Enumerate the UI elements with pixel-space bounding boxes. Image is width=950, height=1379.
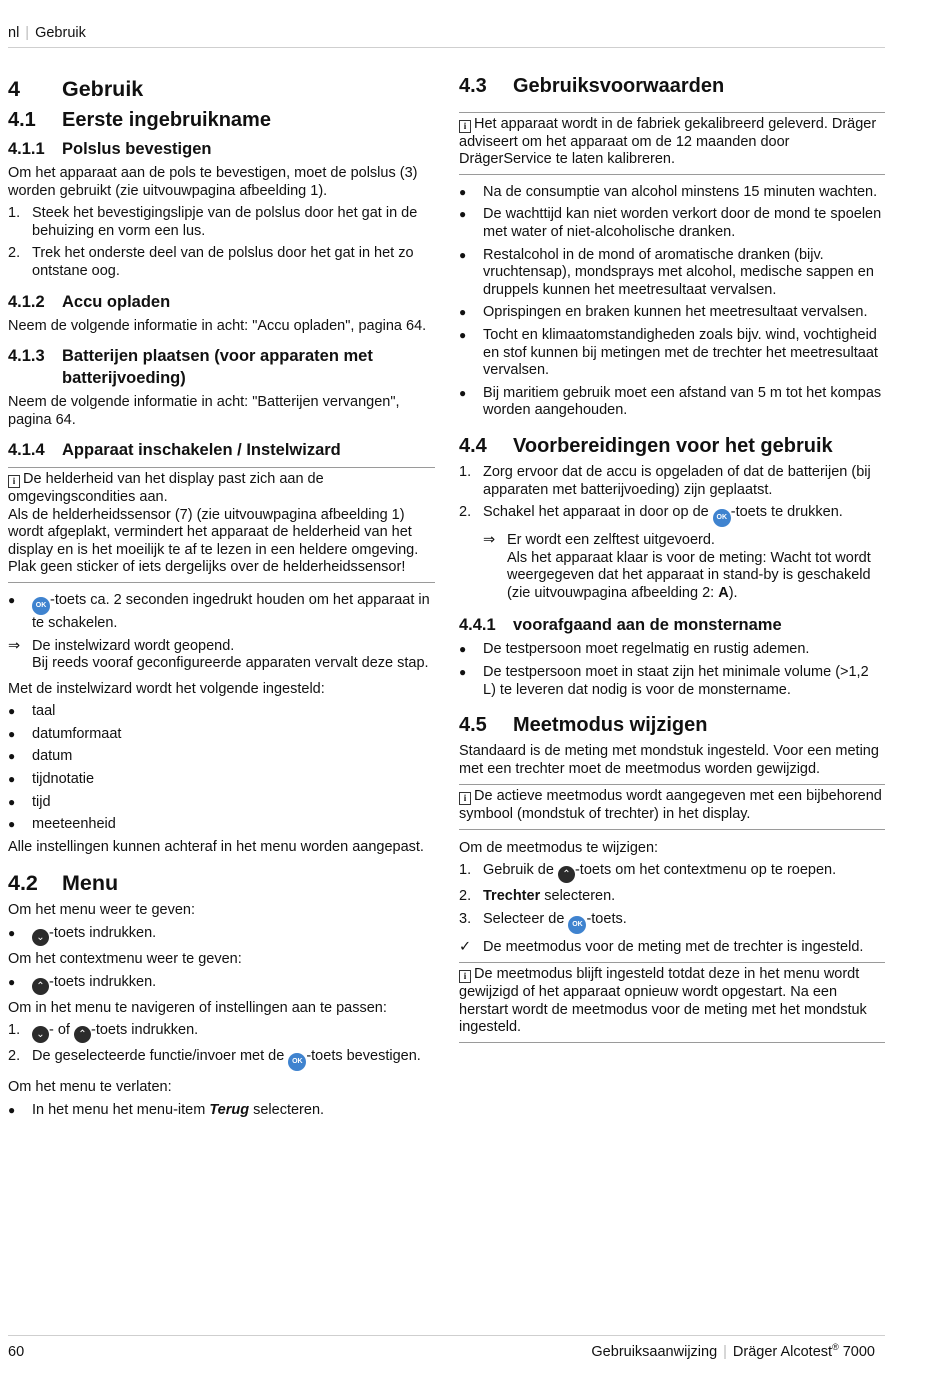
list-item: [459, 641, 885, 659]
list-item: [8, 205, 435, 240]
heading-title: Voorbereidingen voor het gebruik: [513, 434, 833, 457]
bullet-icon: ●: [8, 749, 16, 764]
heading-number: 4.5: [459, 714, 487, 737]
list-item-text: Steek het bevestigingslipje van de polslus door het gat in de behuizing en vorm een lus.: [32, 205, 418, 239]
info-note: [8, 467, 435, 583]
list-item-text: -toets bevestigen.: [306, 1048, 421, 1065]
list-item: [8, 592, 435, 633]
bullet-icon: ●: [459, 642, 467, 657]
list-item-text: De geselecteerde functie/invoer met de: [32, 1048, 285, 1065]
bullet-icon: ●: [8, 1102, 16, 1117]
heading-4-1-1: [8, 138, 435, 160]
ok-key-icon: OK: [713, 509, 731, 527]
list-item: [459, 304, 885, 322]
list-item-text: Selecteer de: [483, 910, 565, 927]
steps-list: [8, 205, 435, 280]
conditions-list: [459, 184, 885, 420]
heading-title: voorafgaand aan de monstername: [513, 616, 782, 635]
list-item-text: -toets indrukken.: [49, 925, 157, 942]
bullet-icon: ●: [8, 726, 16, 741]
footer-product: Dräger Alcotest: [732, 1344, 833, 1360]
list-item-text: De wachttijd kan niet worden verkort door de mond te spoelen met water of niet-alcoholische dranken.: [483, 206, 882, 240]
step-number: 1.: [459, 862, 472, 879]
list-item-text: De meetmodus voor de meting met de trechter is ingesteld.: [483, 938, 864, 955]
heading-4-4: [459, 434, 885, 458]
list-item-text: taal: [32, 703, 56, 720]
list-item: [8, 816, 435, 834]
paragraph: Neem de volgende informatie in acht: "Accu opladen", pagina 64.: [8, 317, 427, 334]
down-key-icon: ⌄: [32, 1026, 49, 1043]
footer-doc-label: Gebruiksaanwijzing: [591, 1344, 718, 1360]
right-column: [459, 72, 885, 1052]
list-item-text: Oprispingen en braken kunnen het meetresultaat vervalsen.: [483, 304, 868, 321]
result-text: ).: [728, 584, 738, 601]
heading-4-1-2: [8, 291, 435, 313]
heading-4-4-1: [459, 614, 885, 636]
requirements-list: [459, 641, 885, 699]
result-text: Als het apparaat klaar is voor de meting: Wacht tot wordt weergegeven dat het apparaat in stand-by is geschakeld (zie uitvouwpagina afbeelding 2:: [507, 549, 871, 601]
paragraph: Om het menu weer te geven:: [8, 902, 195, 919]
list-item: [459, 327, 885, 380]
info-note: [459, 962, 885, 1042]
action-list: [8, 1102, 435, 1120]
heading-title: Eerste ingebruikname: [62, 109, 271, 131]
result-item: [8, 638, 435, 673]
result-arrow-icon: ⇒: [8, 637, 21, 654]
heading-number: 4.1.2: [8, 292, 45, 311]
footer-doc-title: [591, 1344, 875, 1362]
list-item-text: Gebruik de: [483, 862, 554, 879]
list-item: [8, 726, 435, 744]
list-item: [8, 925, 435, 946]
heading-number: 4.4: [459, 434, 487, 457]
steps-list: [459, 464, 885, 527]
ok-key-icon: OK: [568, 916, 586, 934]
page-number: 60: [8, 1344, 25, 1360]
action-list: [8, 925, 435, 946]
list-item-text: tijd: [32, 793, 51, 810]
list-item-text: -toets ca. 2 seconden ingedrukt houden om het apparaat in te schakelen.: [32, 591, 430, 631]
list-item-text: De testpersoon moet regelmatig en rustig ademen.: [483, 641, 810, 658]
list-item-text: -toets om het contextmenu op te roepen.: [574, 862, 837, 879]
step-number: 1.: [459, 463, 472, 480]
note-text: Plak geen sticker of iets dergelijks over de helderheidssensor!: [8, 559, 406, 576]
bullet-icon: ●: [8, 592, 16, 607]
list-item-text: In het menu het menu-item: [32, 1101, 206, 1118]
bullet-icon: ●: [459, 207, 467, 222]
footer-model: 7000: [842, 1344, 875, 1360]
page-footer: [8, 1335, 885, 1366]
heading-title: Menu: [62, 871, 119, 896]
heading-title: Apparaat inschakelen / Instelwizard: [62, 441, 341, 460]
up-key-icon: ⌃: [558, 866, 575, 883]
menu-term: Terug: [209, 1101, 250, 1118]
heading-4: [8, 76, 435, 102]
list-item-text: -toets te drukken.: [730, 504, 843, 521]
list-item: [459, 464, 885, 499]
header-section: Gebruik: [35, 25, 86, 41]
bullet-icon: ●: [8, 704, 16, 719]
list-item: [459, 888, 885, 906]
result-text: Bij reeds vooraf geconfigureerde apparaten vervalt deze stap.: [32, 655, 429, 672]
list-item: [8, 1022, 435, 1043]
list-item-text: -toets indrukken.: [90, 1022, 199, 1039]
bullet-icon: ●: [8, 926, 16, 941]
bullet-icon: ●: [459, 184, 467, 199]
list-item: [459, 504, 885, 527]
list-item: [8, 771, 435, 789]
action-list: [8, 974, 435, 995]
info-icon: i: [459, 970, 471, 983]
heading-4-1-4: [8, 439, 435, 461]
heading-number: 4.1.1: [8, 140, 45, 158]
up-key-icon: ⌃: [32, 978, 49, 995]
header-language: nl: [8, 25, 20, 41]
info-note: [459, 112, 885, 175]
result-arrow-icon: ⇒: [483, 532, 496, 549]
step-number: 2.: [459, 504, 472, 521]
step-number: 2.: [8, 245, 21, 262]
note-text: Als de helderheidssensor (7) (zie uitvouwpagina afbeelding 1) wordt afgeplakt, vermindert het apparaat de helderheid van het display en is het moeilijk te af te lezen in een heldere omgeving.: [8, 506, 419, 558]
bullet-icon: ●: [459, 665, 467, 680]
step-number: 2.: [8, 1048, 21, 1065]
list-item: [459, 862, 885, 883]
check-icon: ✓: [459, 938, 472, 955]
list-item: [459, 939, 885, 957]
list-item-text: Bij maritiem gebruik moet een afstand van 5 m tot het kompas worden aangehouden.: [483, 384, 882, 419]
info-icon: i: [459, 792, 471, 805]
paragraph: Standaard is de meting met mondstuk ingesteld. Voor een meting met een trechter moet de meetmodus worden gewijzigd.: [459, 743, 879, 777]
info-icon: i: [459, 120, 471, 133]
list-item-text: Schakel het apparaat in door op de: [483, 504, 709, 521]
list-item-text: Na de consumptie van alcohol minstens 15 minuten wachten.: [483, 183, 878, 200]
left-column: [8, 72, 435, 1124]
heading-4-5: [459, 713, 885, 737]
list-item: [459, 911, 885, 934]
heading-title: Batterijen plaatsen (voor apparaten met batterijvoeding): [62, 347, 373, 388]
heading-title: Meetmodus wijzigen: [513, 714, 708, 737]
list-item: [8, 703, 435, 721]
list-item: [459, 184, 885, 202]
ok-key-icon: OK: [288, 1053, 306, 1071]
list-item-text: Trek het onderste deel van de polslus door het gat in het zo ontstane oog.: [32, 245, 414, 279]
list-item: [8, 1102, 435, 1120]
step-number: 3.: [459, 910, 472, 927]
heading-number: 4.1: [8, 109, 36, 131]
info-icon: i: [8, 475, 20, 488]
menu-term: Trechter: [483, 888, 541, 905]
list-item-text: Zorg ervoor dat de accu is opgeladen of dat de batterijen (bij apparaten met batterijvoeding) zijn geplaatst.: [483, 463, 871, 498]
note-text: Het apparaat wordt in de fabriek gekalibreerd geleverd. Dräger adviseert om het apparaat om de 12 maanden door DrägerService te laten kalibreren.: [459, 116, 877, 168]
list-item: [8, 1048, 435, 1071]
heading-number: 4.3: [459, 75, 487, 97]
result-text: De instelwizard wordt geopend.: [32, 637, 235, 654]
heading-number: 4: [8, 77, 20, 101]
steps-list: [8, 1022, 435, 1071]
info-note: [459, 784, 885, 829]
heading-4-1: [8, 108, 435, 132]
list-item-text: - of: [49, 1022, 70, 1039]
heading-4-1-3: [8, 345, 435, 389]
note-text: De meetmodus blijft ingesteld totdat deze in het menu wordt gewijzigd of het apparaat opnieuw wordt opgestart. Na een herstart wordt de meetmodus voor de meting met het mondstuk ingesteld.: [459, 966, 867, 1036]
bullet-icon: ●: [459, 385, 467, 400]
list-item-text: De testpersoon moet in staat zijn het minimale volume (>1,2 L) te leveren dat nodig is voor de monstername.: [483, 664, 869, 698]
ok-key-icon: OK: [32, 597, 50, 615]
heading-title: Gebruik: [62, 77, 144, 101]
bullet-icon: ●: [8, 974, 16, 989]
paragraph: Om het apparaat aan de pols te bevestigen, moet de polslus (3) worden gebruikt (zie uitvouwpagina afbeelding 1).: [8, 165, 418, 199]
step-number: 1.: [8, 205, 21, 222]
figure-ref: A: [718, 584, 729, 601]
heading-title: Gebruiksvoorwaarden: [513, 75, 725, 97]
page-header: [8, 25, 885, 48]
paragraph: Om in het menu te navigeren of instellingen aan te passen:: [8, 999, 387, 1016]
list-item: [459, 206, 885, 241]
bullet-icon: ●: [459, 327, 467, 342]
paragraph: Met de instelwizard wordt het volgende ingesteld:: [8, 680, 325, 697]
down-key-icon: ⌄: [32, 929, 49, 946]
list-item: [8, 748, 435, 766]
up-key-icon: ⌃: [74, 1026, 91, 1043]
heading-title: Polslus bevestigen: [62, 140, 212, 158]
list-item-text: -toets indrukken.: [49, 973, 157, 990]
bullet-icon: ●: [8, 794, 16, 809]
steps-list: [459, 862, 885, 956]
list-item-text: datumformaat: [32, 725, 122, 742]
result-item: [483, 532, 885, 602]
heading-4-2: [8, 870, 435, 896]
list-item: [459, 247, 885, 300]
list-item: [459, 385, 885, 420]
result-text: Er wordt een zelftest uitgevoerd.: [507, 532, 715, 549]
wizard-settings-list: [8, 703, 435, 834]
bullet-icon: ●: [8, 817, 16, 832]
note-text: De actieve meetmodus wordt aangegeven met een bijbehorend symbool (mondstuk of trechter) in het display.: [459, 788, 882, 823]
list-item-text: selecteren.: [253, 1101, 325, 1118]
paragraph: Om het contextmenu weer te geven:: [8, 951, 242, 968]
paragraph: Neem de volgende informatie in acht: "Batterijen vervangen", pagina 64.: [8, 394, 400, 428]
action-list: [8, 592, 435, 633]
list-item-text: tijdnotatie: [32, 771, 95, 788]
paragraph: Om het menu te verlaten:: [8, 1079, 172, 1096]
bullet-icon: ●: [459, 247, 467, 262]
list-item: [459, 664, 885, 699]
heading-number: 4.4.1: [459, 616, 496, 635]
heading-number: 4.1.3: [8, 347, 45, 366]
list-item: [8, 245, 435, 280]
heading-number: 4.2: [8, 871, 38, 896]
list-item-text: datum: [32, 748, 73, 765]
step-number: 2.: [459, 888, 472, 905]
bullet-icon: ●: [8, 772, 16, 787]
header-separator: |: [25, 25, 30, 41]
heading-4-3: [459, 74, 885, 98]
bullet-icon: ●: [459, 305, 467, 320]
heading-number: 4.1.4: [8, 441, 45, 460]
list-item-text: Restalcohol in de mond of aromatische dranken (bijv. vruchtensap), mondsprays met alcohol, medische sappen en druppels kunnen het meetresultaat vervalsen.: [483, 246, 874, 298]
note-text: De helderheid van het display past zich aan de omgevingscondities aan.: [8, 471, 324, 505]
list-item-text: Tocht en klimaatomstandigheden zoals bijv. wind, vochtigheid en stof kunnen bij metingen met de trechter het meetresultaat vervalsen.: [483, 326, 878, 379]
list-item: [8, 974, 435, 995]
paragraph: Alle instellingen kunnen achteraf in het menu worden aangepast.: [8, 838, 424, 855]
list-item-text: meeteenheid: [32, 816, 116, 833]
paragraph: Om de meetmodus te wijzigen:: [459, 839, 659, 856]
list-item: [8, 794, 435, 812]
footer-separator: |: [723, 1344, 727, 1360]
registered-mark: ®: [832, 1342, 839, 1353]
list-item-text: -toets.: [586, 910, 627, 927]
heading-title: Accu opladen: [62, 292, 171, 311]
list-item-text: selecteren.: [544, 888, 616, 905]
step-number: 1.: [8, 1022, 21, 1039]
